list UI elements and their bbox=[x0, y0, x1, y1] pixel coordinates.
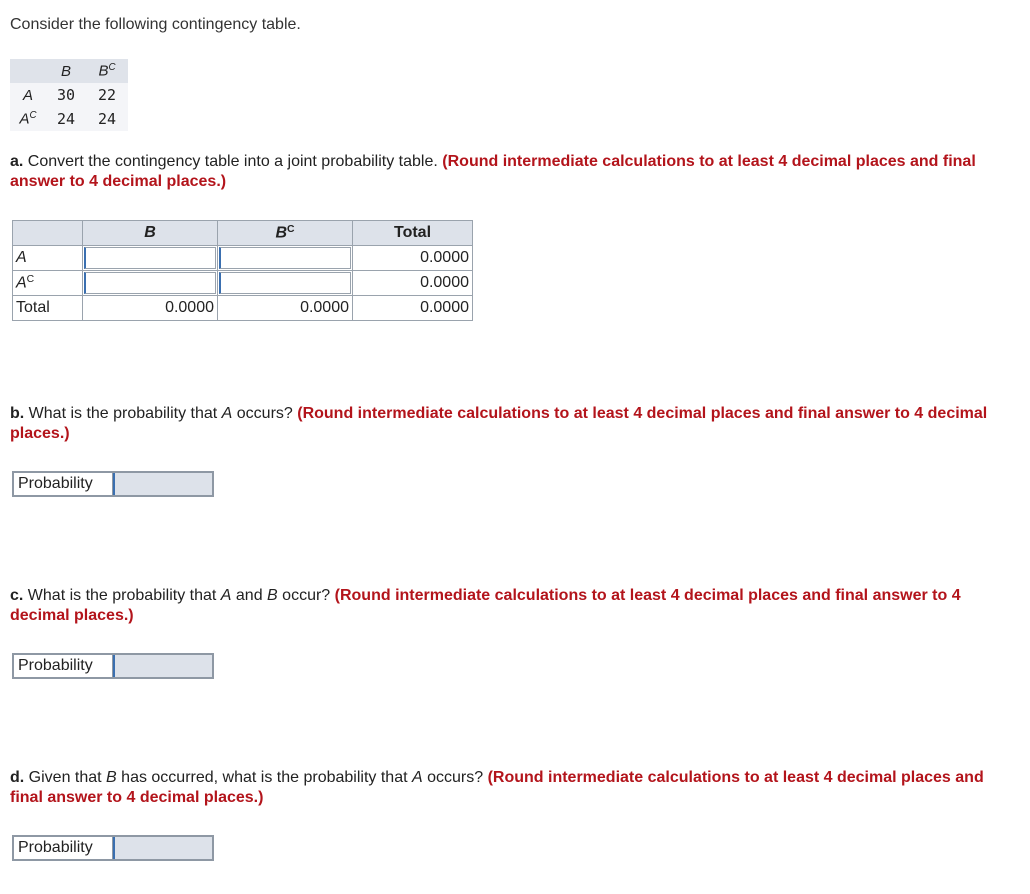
probability-d-input[interactable] bbox=[113, 837, 212, 859]
probability-c-field bbox=[12, 653, 214, 679]
question-a: a. Convert the contingency table into a joint probability table. (Round intermediate calculations to at least 4 decimal places and final answer to 4 decimal places.) bbox=[10, 153, 976, 190]
jt-total-bc: 0.0000 bbox=[218, 296, 353, 321]
jt-row-label-ac: $A^C$ bbox=[13, 271, 83, 296]
ct-header-bc: $B^C$ bbox=[86, 59, 128, 83]
probability-c-input[interactable] bbox=[113, 655, 212, 677]
jt-row-label-total: Total bbox=[13, 296, 83, 321]
ct-cell: 24 bbox=[46, 107, 86, 131]
jt-total-ac: 0.0000 bbox=[353, 271, 473, 296]
input-a-and-b[interactable] bbox=[83, 246, 218, 271]
input-a-and-bc[interactable] bbox=[218, 246, 353, 271]
probability-label: Probability bbox=[14, 655, 113, 677]
probability-d-field bbox=[12, 835, 214, 861]
jt-row-label-a: A bbox=[13, 246, 83, 271]
probability-b-input[interactable] bbox=[113, 473, 212, 495]
intro-text: Consider the following contingency table. bbox=[10, 16, 301, 33]
ct-cell: 24 bbox=[86, 107, 128, 131]
probability-label: Probability bbox=[14, 473, 113, 495]
ct-header-b: B bbox=[46, 59, 86, 83]
question-d: d. Given that B has occurred, what is the probability that A occurs? (Round intermediate calculations to at least 4 decimal places and final answer to 4 decimal places.) bbox=[10, 769, 984, 806]
jt-header-bc: $B^C$ bbox=[218, 221, 353, 246]
probability-b-field bbox=[12, 471, 214, 497]
probability-label: Probability bbox=[14, 837, 113, 859]
joint-probability-table bbox=[12, 220, 473, 321]
ct-cell: 22 bbox=[86, 83, 128, 107]
ct-row-label-ac: $A^C$ bbox=[10, 107, 46, 131]
ct-cell: 30 bbox=[46, 83, 86, 107]
input-ac-and-b[interactable] bbox=[83, 271, 218, 296]
question-c: c. What is the probability that A and B occur? (Round intermediate calculations to at least 4 decimal places and final answer to 4 decimal places.) bbox=[10, 587, 961, 624]
question-b: b. What is the probability that A occurs? (Round intermediate calculations to at least 4 decimal places and final answer to 4 decimal places.) bbox=[10, 405, 988, 442]
jt-header-b: B bbox=[83, 221, 218, 246]
jt-grand-total: 0.0000 bbox=[353, 296, 473, 321]
jt-header-total: Total bbox=[353, 221, 473, 246]
contingency-table bbox=[10, 59, 128, 131]
jt-total-a: 0.0000 bbox=[353, 246, 473, 271]
ct-row-label-a: A bbox=[10, 83, 46, 107]
input-ac-and-bc[interactable] bbox=[218, 271, 353, 296]
jt-total-b: 0.0000 bbox=[83, 296, 218, 321]
